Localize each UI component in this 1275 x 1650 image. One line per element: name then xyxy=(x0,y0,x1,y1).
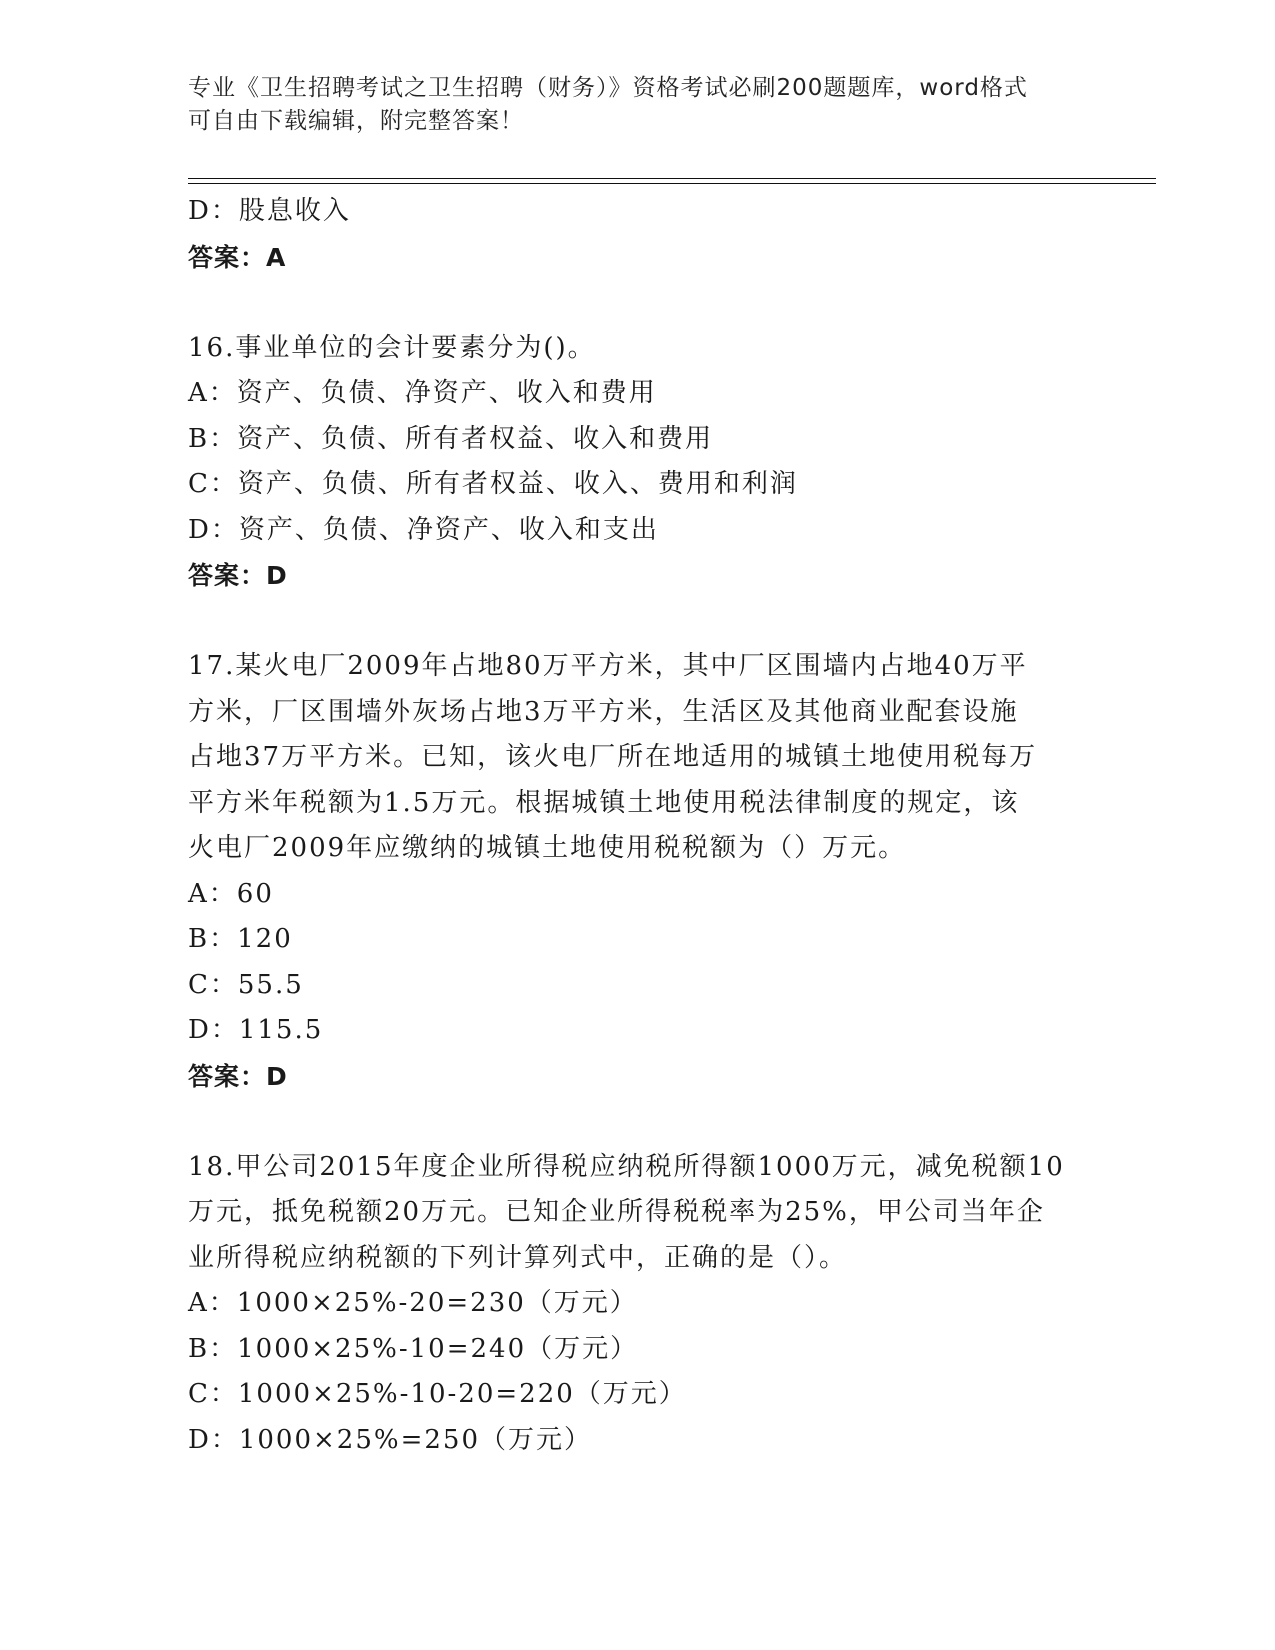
question-stem-line: 万元，抵免税额20万元。已知企业所得税税率为25%，甲公司当年企 xyxy=(188,1197,1045,1227)
answer-label: 答案：D xyxy=(188,561,288,590)
question-stem-line: 方米，厂区围墙外灰场占地3万平方米，生活区及其他商业配套设施 xyxy=(188,696,1019,727)
question-15-tail xyxy=(188,189,1088,280)
question-stem-line: 平方米年税额为1.5万元。根据城镇土地使用税法律制度的规定，该 xyxy=(188,787,1020,818)
header-divider-bottom xyxy=(188,183,1156,184)
option-d: D：股息收入 xyxy=(188,196,351,226)
option-d: D：1000×25%=250（万元） xyxy=(188,1424,592,1455)
answer-label: 答案：A xyxy=(188,242,287,272)
spacer xyxy=(188,1099,1088,1145)
question-stem-line: 占地37万平方米。已知，该火电厂所在地适用的城镇土地使用税每万 xyxy=(188,742,1038,772)
option-a: A：1000×25%-20=230（万元） xyxy=(188,1288,638,1318)
question-16 xyxy=(188,326,1088,599)
spacer xyxy=(188,280,1088,326)
option-b: B：资产、负债、所有者权益、收入和费用 xyxy=(188,423,714,454)
option-d: D：资产、负债、净资产、收入和支出 xyxy=(188,514,659,545)
answer-label: 答案：D xyxy=(188,1061,288,1091)
question-18 xyxy=(188,1145,1088,1464)
question-stem-line: 火电厂2009年应缴纳的城镇土地使用税税额为（）万元。 xyxy=(188,833,907,863)
question-stem-line: 18.甲公司2015年度企业所得税应纳税所得额1000万元，减免税额10 xyxy=(188,1151,1065,1182)
spacer xyxy=(188,599,1088,645)
page-header xyxy=(188,72,1088,138)
question-17 xyxy=(188,644,1088,1099)
header-divider-top xyxy=(188,178,1156,179)
header-line-2: 可自由下载编辑，附完整答案！ xyxy=(188,108,524,134)
option-a: A：资产、负债、净资产、收入和费用 xyxy=(188,378,657,408)
option-c: C：1000×25%-10-20=220（万元） xyxy=(188,1379,687,1409)
question-content xyxy=(188,189,1088,1463)
question-stem-line: 业所得税应纳税额的下列计算列式中，正确的是（）。 xyxy=(188,1242,848,1273)
option-b: B：1000×25%-10=240（万元） xyxy=(188,1333,639,1364)
question-stem-line: 17.某火电厂2009年占地80万平方米，其中厂区围墙内占地40万平 xyxy=(188,651,1028,681)
option-a: A：60 xyxy=(188,878,274,909)
option-d: D：115.5 xyxy=(188,1015,324,1045)
option-c: C：55.5 xyxy=(188,969,304,1000)
question-stem: 16.事业单位的会计要素分为()。 xyxy=(188,332,596,363)
option-c: C：资产、负债、所有者权益、收入、费用和利润 xyxy=(188,469,798,499)
header-line-1: 专业《卫生招聘考试之卫生招聘（财务）》资格考试必刷200题题库，word格式 xyxy=(188,75,1028,101)
option-b: B：120 xyxy=(188,924,293,954)
